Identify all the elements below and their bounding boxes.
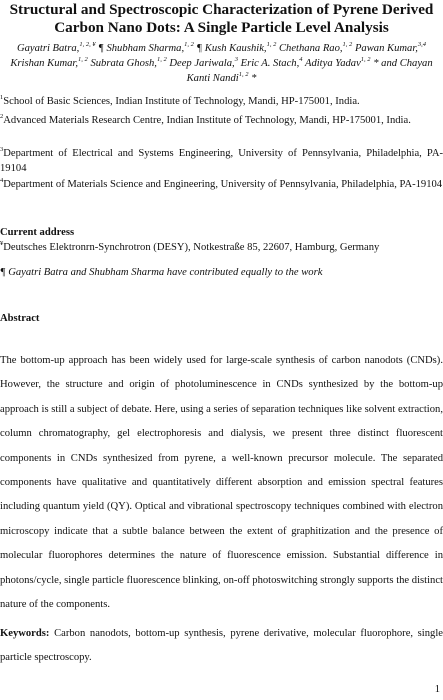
author-name: Kush Kaushik,$^{1, 2}$ (204, 40, 277, 54)
affiliation-3: $^3$Department of Electrical and Systems Engineering, University of Pennsylvania, Philadelphia, PA-19104 (0, 145, 443, 174)
author-name: and Chayan Kanti Nandi$^{1, 2}$ * (186, 58, 433, 84)
abstract-text: The bottom-up approach has been widely used for large-scale synthesis of carbon nanodots (CNDs). However, the structure and origin of photoluminescence in CNDs synthesized by the bottom-up approach is still a subject of debate. Here, using a series of separation techniques like solvent extraction, column chromatography, gel electrophoresis and dialysis, we present three distinct fluorescent components in CNDs synthesized from pyrene, a well-known precursor molecule. The separated components have qualitative and quantitatively different absorption and emission spectral features including quantum yield (QY). Optical and vibrational spectroscopy techniques combined with electron microscopy indicate that a subtle balance between the extent of graphitization and the presence of molecular fluorophores determines the nature of fluorescence emission. Substantial difference in photons/cycle, single particle fluorescence blinking, on-off photoswitching strongly supports the distinct nature of the components. (0, 355, 443, 611)
affiliation-4: $^4$Department of Materials Science and Engineering, University of Pennsylvania, Philadelphia, PA-19104 (0, 176, 443, 190)
page-number: 1 (434, 684, 440, 695)
author-name: Deep Jariwala,$^3$ (169, 55, 238, 69)
affiliation-1: $^1$School of Basic Sciences, Indian Institute of Technology, Mandi, HP-175001, India. (0, 93, 360, 107)
author-name: Subrata Ghosh,$^{1, 2}$ (90, 55, 167, 69)
keywords-text: Carbon nanodots, bottom-up synthesis, pyrene derivative, molecular fluorophore, single particle spectroscopy. (0, 628, 443, 664)
equal-contribution-note: ¶ Gayatri Batra and Shubham Sharma have contributed equally to the work (0, 267, 323, 278)
current-address-heading: Current address (0, 227, 75, 238)
author-list (6, 41, 437, 86)
title-line-1: Structural and Spectroscopic Characterization of Pyrene Derived (9, 1, 434, 18)
paper-title (0, 1, 443, 37)
current-address: ¥Deutsches Elektronrn-Synchrotron (DESY), Notkestraße 85, 22607, Hamburg, Germany (0, 239, 380, 253)
affiliation-2: $^2$Advanced Materials Research Centre, Indian Institute of Technology, Mandi, HP-175001, India. (0, 112, 411, 126)
author-name: Aditya Yadav$^{1, 2}$ * (304, 55, 379, 69)
author-name: Krishan Kumar,$^{1, 2}$ (10, 55, 88, 69)
author-name: Pawan Kumar,$^{3,4}$ (354, 40, 427, 54)
keywords (0, 622, 443, 671)
keywords-label: Keywords: (0, 628, 50, 639)
author-name: Chethana Rao,$^{1, 2}$ (278, 40, 353, 54)
author-name: Eric A. Stach,$^4$ (240, 55, 303, 69)
abstract-heading: Abstract (0, 313, 40, 324)
title-line-2: Carbon Nano Dots: A Single Particle Level Analysis (54, 19, 389, 36)
author-name: Gayatri Batra,$^{1, 2, ¥}$ ¶ (16, 40, 104, 54)
author-name: Shubham Sharma,$^{1, 2}$ ¶ (106, 40, 203, 54)
